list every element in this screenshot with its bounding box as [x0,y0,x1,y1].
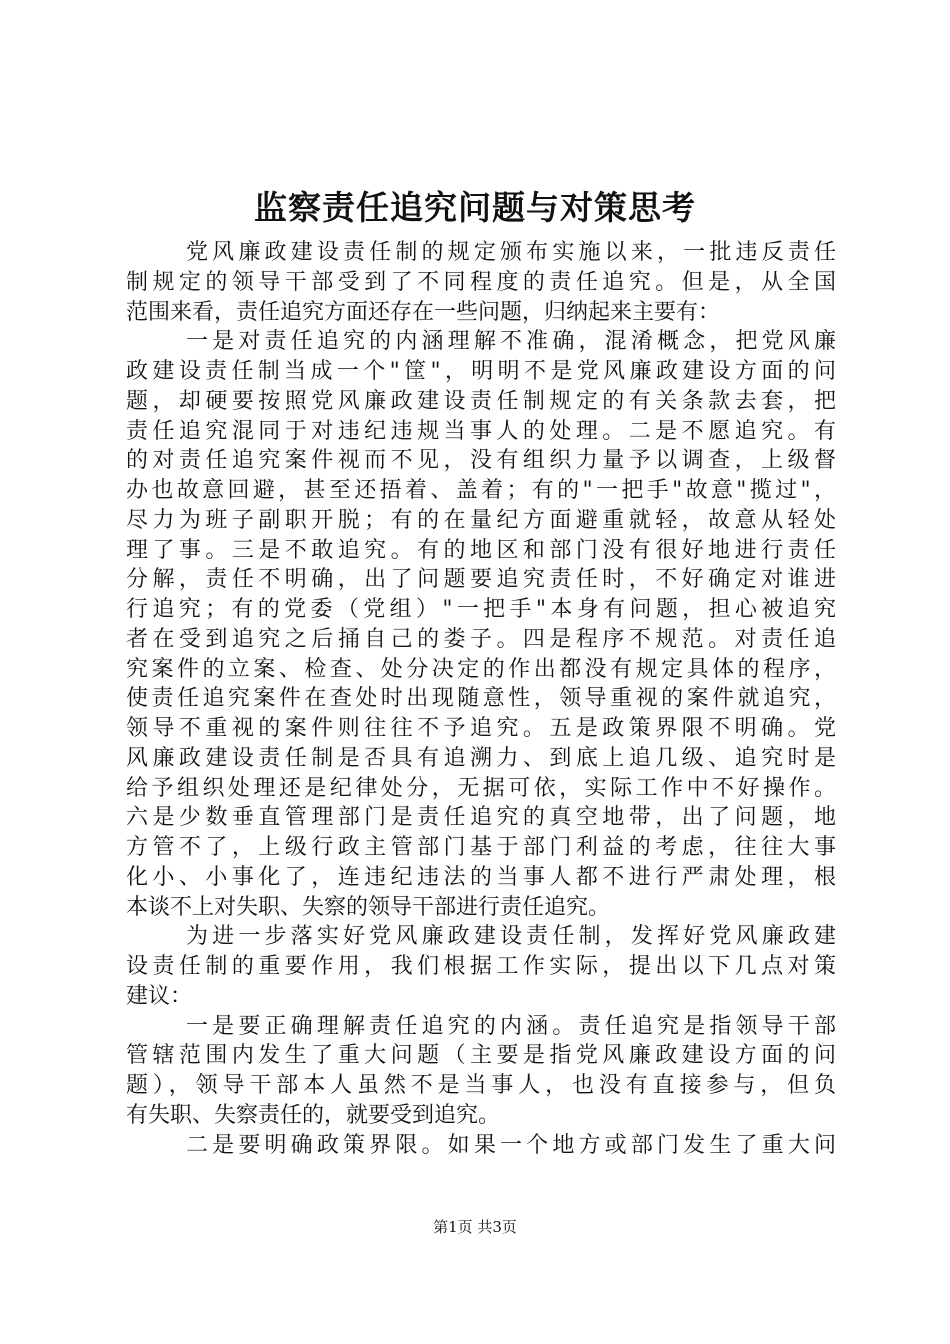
text-line: 一是对责任追究的内涵理解不准确，混淆概念，把党风廉 [186,329,836,355]
text-line: 范围来看，责任追究方面还存在一些问题，归纳起来主要有： [126,299,721,325]
text-line: 分解，责任不明确，出了问题要追究责任时，不好确定对谁进 [126,567,836,593]
text-line: 题，却硬要按照党风廉政建设责任制规定的有关条款去套，把 [126,388,836,414]
text-line: 一是要正确理解责任追究的内涵。责任追究是指领导干部 [186,1013,836,1039]
text-line: 使责任追究案件在查处时出现随意性，领导重视的案件就追究， [126,686,836,712]
text-line: 究案件的立案、检查、处分决定的作出都没有规定具体的程序， [126,656,836,682]
text-line: 制规定的领导干部受到了不同程度的责任追究。但是，从全国 [126,269,836,295]
text-line: 风廉政建设责任制是否具有追溯力、到底上追几级、追究时是 [126,745,836,771]
text-line: 本谈不上对失职、失察的领导干部进行责任追究。 [126,894,611,920]
page-footer: 第1页 共3页 [433,1218,517,1236]
text-line: 尽力为班子副职开脱；有的在量纪方面避重就轻，故意从轻处 [126,507,836,533]
text-line: 方管不了，上级行政主管部门基于部门利益的考虑，往往大事 [126,835,836,860]
text-line: 理了事。三是不敢追究。有的地区和部门没有很好地进行责任 [126,537,836,563]
text-line: 为进一步落实好党风廉政建设责任制，发挥好党风廉政建 [186,924,836,950]
document-body [126,238,836,1160]
text-line: 题），领导干部本人虽然不是当事人，也没有直接参与，但负 [126,1073,836,1098]
text-line: 者在受到追究之后捅自己的娄子。四是程序不规范。对责任追 [126,626,836,652]
text-line: 给予组织处理还是纪律处分，无据可依，实际工作中不好操作。 [126,775,836,801]
text-line: 领导不重视的案件则往往不予追究。五是政策界限不明确。党 [126,716,836,741]
text-line: 有失职、失察责任的，就要受到追究。 [126,1102,501,1128]
text-line: 的对责任追究案件视而不见，没有组织力量予以调查，上级督 [126,448,836,474]
text-line: 办也故意回避，甚至还捂着、盖着；有的"一把手"故意"揽过"， [126,478,836,503]
text-line: 行追究；有的党委（党组）"一把手"本身有问题，担心被追究 [126,597,836,622]
text-line: 责任追究混同于对违纪违规当事人的处理。二是不愿追究。有 [126,418,836,444]
text-line: 建议： [126,983,193,1009]
document-title: 监察责任追究问题与对策思考 [254,188,696,227]
text-line: 党风廉政建设责任制的规定颁布实施以来，一批违反责任 [186,240,836,265]
text-line: 政建设责任制当成一个"筐"，明明不是党风廉政建设方面的问 [126,359,836,384]
text-line: 二是要明确政策界限。如果一个地方或部门发生了重大问 [186,1132,836,1158]
text-line: 化小、小事化了，连违纪违法的当事人都不进行严肃处理，根 [126,864,836,890]
text-line: 六是少数垂直管理部门是责任追究的真空地带，出了问题，地 [126,805,836,831]
text-line: 设责任制的重要作用，我们根据工作实际，提出以下几点对策 [126,954,836,979]
text-line: 管辖范围内发生了重大问题（主要是指党风廉政建设方面的问 [126,1043,836,1069]
